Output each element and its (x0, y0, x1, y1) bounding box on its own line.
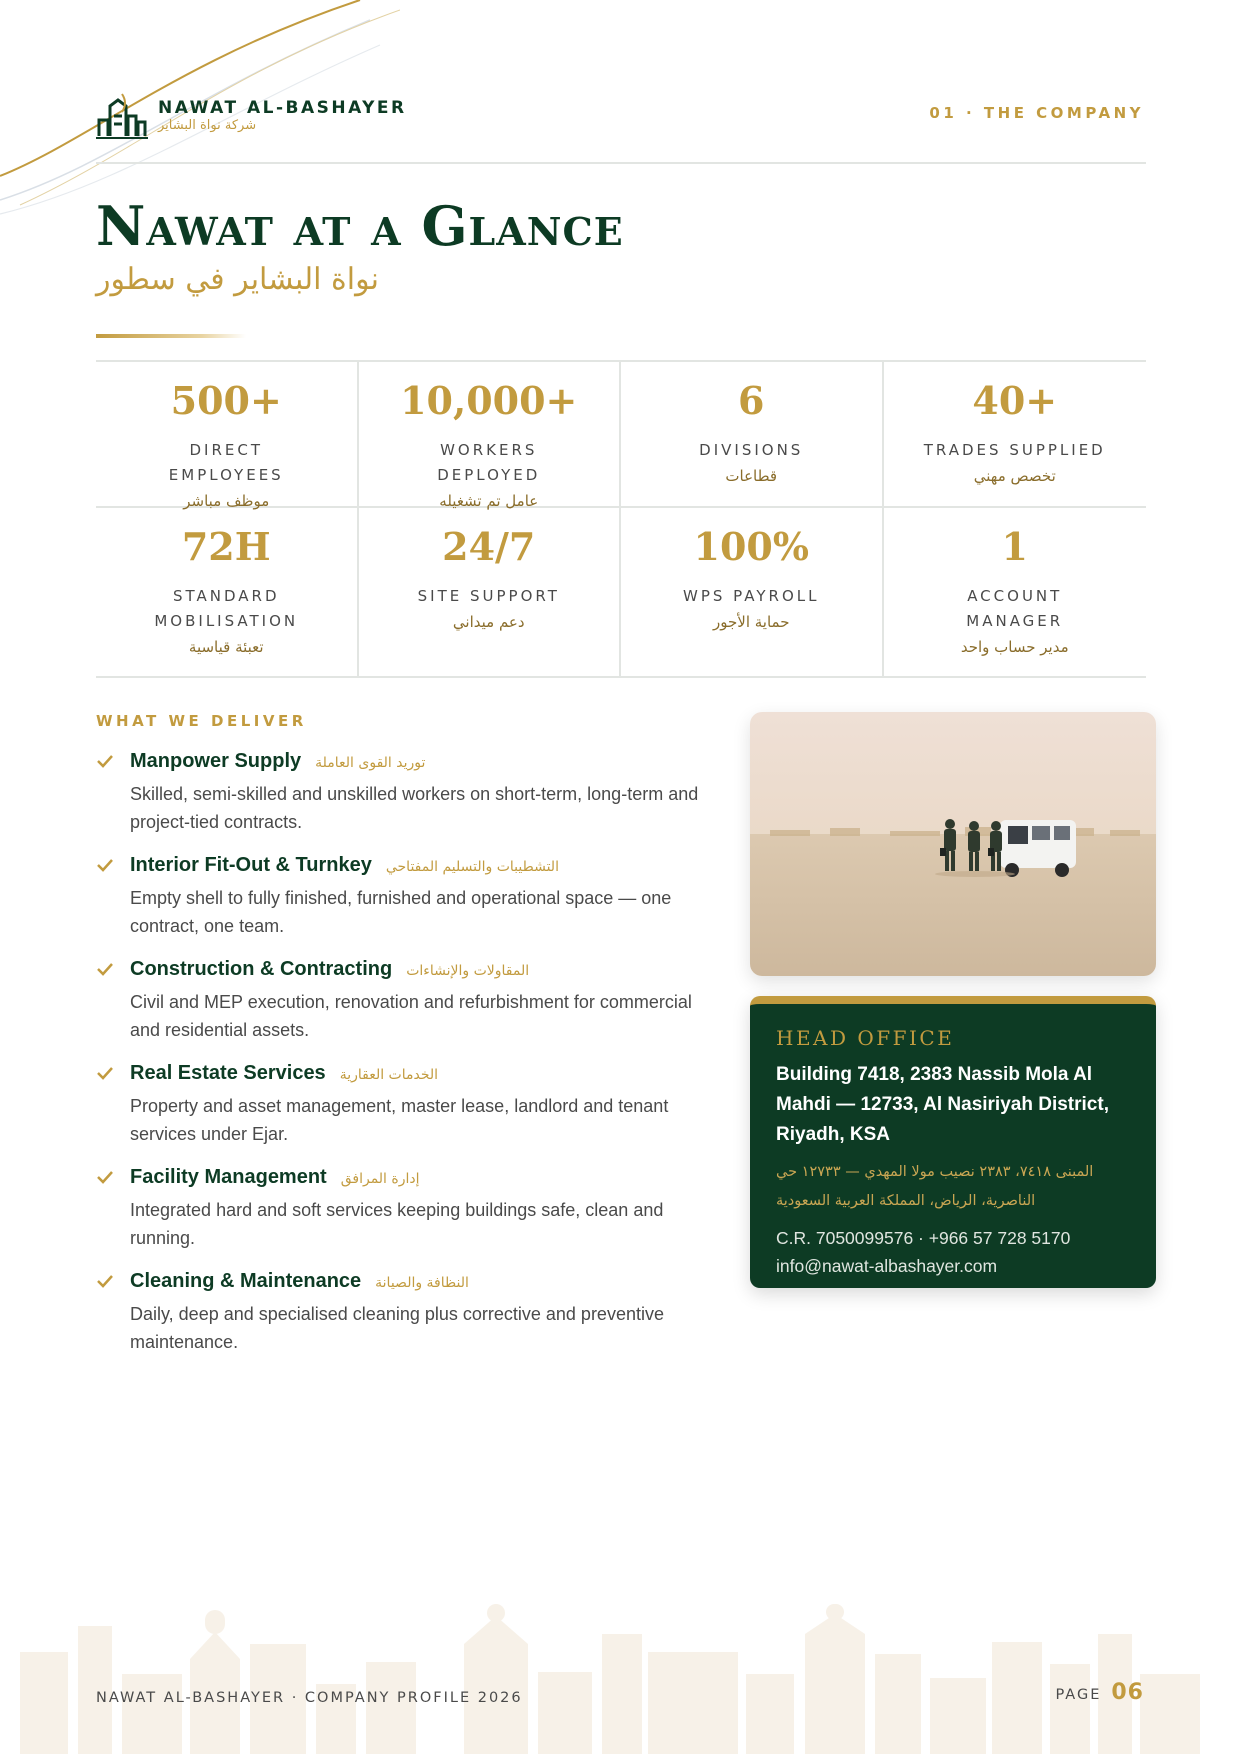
office-email[interactable]: info@nawat-albashayer.com (776, 1256, 998, 1276)
service-description: Empty shell to fully finished, furnished and operational space — one contract, one team. (130, 888, 672, 936)
check-icon (96, 754, 114, 768)
check-icon (96, 1066, 114, 1080)
stat-label: TRADES SUPPLIED (923, 441, 1106, 459)
stat-label: SITE SUPPORT (417, 587, 560, 605)
service-title-arabic: توريد القوى العاملة (315, 755, 426, 771)
brand (96, 92, 407, 140)
service-description: Integrated hard and soft services keeping buildings safe, clean and running. (130, 1200, 664, 1248)
stat-label: DIRECT EMPLOYEES (168, 441, 284, 484)
stat-label-arabic: قطاعات (725, 467, 778, 485)
service-title: Manpower Supply (130, 750, 302, 772)
stat-value: 500+ (170, 378, 282, 423)
stat-value: 40+ (972, 378, 1058, 423)
page-number: 06 (1111, 1680, 1144, 1705)
check-icon (96, 962, 114, 976)
list-item (96, 956, 706, 1044)
service-title: Facility Management (130, 1166, 327, 1188)
service-title: Real Estate Services (130, 1062, 326, 1084)
stats-grid (96, 360, 1146, 678)
stat-value: 1 (1001, 524, 1028, 569)
list-item (96, 852, 706, 940)
service-description: Property and asset management, master lease, landlord and tenant services under Ejar. (130, 1096, 669, 1144)
stat-label: DIVISIONS (699, 441, 804, 459)
footer-text: NAWAT AL-BASHAYER · COMPANY PROFILE 2026 (96, 1690, 523, 1706)
stat-value: 100% (693, 524, 809, 569)
stat-label-arabic: تخصص مهني (973, 467, 1056, 485)
service-title-arabic: التشطيبات والتسليم المفتاحي (385, 859, 559, 875)
services-list (96, 748, 706, 1372)
service-title: Cleaning & Maintenance (130, 1270, 362, 1292)
office-address-arabic: المبنى ٧٤١٨، ٢٣٨٣ نصيب مولا المهدي — ١٢٧٣٣ حي الناصرية، الرياض، المملكة العربية السعودية (776, 1164, 1094, 1209)
section-heading-deliver: WHAT WE DELIVER (96, 712, 307, 730)
check-icon (96, 1274, 114, 1288)
list-item (96, 1268, 706, 1356)
stat-cell (621, 508, 884, 676)
brand-name-arabic: شركة نواة البشاير (158, 117, 257, 133)
service-description: Daily, deep and specialised cleaning plus corrective and preventive maintenance. (130, 1304, 664, 1352)
stat-label: STANDARD MOBILISATION (154, 587, 299, 630)
stat-cell (621, 362, 884, 508)
head-office-card (750, 996, 1156, 1288)
section-tag: 01 · THE COMPANY (929, 104, 1144, 122)
page-indicator (1055, 1680, 1144, 1705)
office-heading: HEAD OFFICE (776, 1026, 955, 1050)
service-title-arabic: إدارة المرافق (340, 1171, 420, 1187)
stat-cell (359, 362, 622, 508)
page-title-arabic: نواة البشاير في سطور (96, 262, 379, 297)
stat-label: WORKERS DEPLOYED (437, 441, 541, 484)
service-title: Construction & Contracting (130, 958, 393, 980)
list-item (96, 1060, 706, 1148)
title-underline (96, 334, 246, 338)
stat-label: ACCOUNT MANAGER (966, 587, 1064, 630)
workers-walking-to-van-desert-photo (750, 712, 1156, 976)
brand-name: NAWAT AL-BASHAYER (158, 97, 407, 118)
service-title-arabic: الخدمات العقارية (339, 1067, 439, 1083)
workers-photo (750, 712, 1156, 976)
check-icon (96, 858, 114, 872)
office-cr-phone: C.R. 7050099576 · +966 57 728 5170 (776, 1228, 1071, 1248)
building-logo-icon (96, 92, 148, 140)
stat-label-arabic: عامل تم تشغيله (439, 492, 539, 510)
skyline-background (0, 1604, 1240, 1754)
stat-label-arabic: دعم ميداني (452, 613, 525, 631)
stat-label-arabic: حماية الأجور (713, 613, 790, 631)
stat-value: 24/7 (442, 524, 536, 569)
service-description: Skilled, semi-skilled and unskilled workers on short-term, long-term and project-tied contracts. (130, 784, 699, 832)
stat-label-arabic: تعبئة قياسية (188, 638, 264, 656)
stat-cell (884, 508, 1147, 676)
service-description: Civil and MEP execution, renovation and refurbishment for commercial and residential assets. (130, 992, 692, 1040)
stat-cell (96, 362, 359, 508)
stat-cell (96, 508, 359, 676)
stat-label: WPS PAYROLL (683, 587, 820, 605)
service-title-arabic: المقاولات والإنشاءات (406, 963, 530, 979)
list-item (96, 748, 706, 836)
office-address: Building 7418, 2383 Nassib Mola Al Mahdi — 12733, Al Nasiriyah District, Riyadh, KSA (776, 1064, 1109, 1145)
stat-cell (359, 508, 622, 676)
stat-cell (884, 362, 1147, 508)
stat-value: 10,000+ (400, 378, 578, 423)
stat-value: 72H (181, 524, 271, 569)
page-title: Nawat at a Glance (96, 194, 624, 258)
stat-label-arabic: مدير حساب واحد (960, 638, 1069, 656)
service-title-arabic: النظافة والصيانة (375, 1275, 469, 1291)
stat-value: 6 (738, 378, 765, 423)
service-title: Interior Fit-Out & Turnkey (130, 854, 372, 876)
stat-label-arabic: موظف مباشر (183, 492, 270, 510)
check-icon (96, 1170, 114, 1184)
header-divider (96, 162, 1146, 164)
page-label: PAGE (1055, 1687, 1102, 1703)
list-item (96, 1164, 706, 1252)
